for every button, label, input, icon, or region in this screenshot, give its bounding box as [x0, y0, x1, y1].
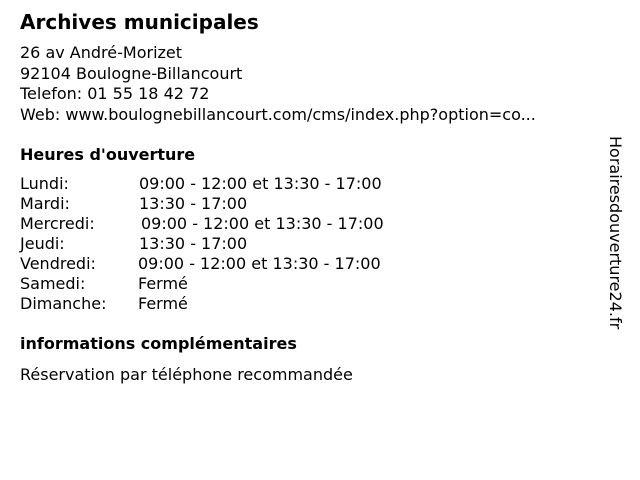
hours-day: Samedi:	[20, 274, 86, 293]
hours-day: Jeudi:	[20, 234, 65, 253]
hours-day: Mercredi:	[20, 214, 95, 233]
hours-day: Vendredi:	[20, 254, 96, 273]
hours-time: 13:30 - 17:00	[139, 194, 248, 213]
hours-time: Fermé	[138, 294, 188, 313]
hours-heading: Heures d'ouverture	[20, 145, 196, 164]
hours-day: Mardi:	[20, 194, 70, 213]
hours-time: 09:00 - 12:00 et 13:30 - 17:00	[141, 214, 384, 233]
hours-time: 09:00 - 12:00 et 13:30 - 17:00	[138, 254, 381, 273]
hours-time: Fermé	[138, 274, 188, 293]
phone-number: Telefon: 01 55 18 42 72	[20, 84, 210, 103]
hours-time: 13:30 - 17:00	[139, 234, 248, 253]
hours-day: Lundi:	[20, 174, 69, 193]
site-watermark: Horairesdouverture24.fr	[606, 136, 625, 330]
info-text: Réservation par téléphone recommandée	[20, 365, 353, 384]
info-heading: informations complémentaires	[20, 334, 297, 353]
page-title: Archives municipales	[20, 10, 259, 34]
street-address: 26 av André-Morizet	[20, 43, 183, 62]
city-address: 92104 Boulogne-Billancourt	[20, 63, 243, 83]
hours-time: 09:00 - 12:00 et 13:30 - 17:00	[139, 174, 382, 193]
hours-day: Dimanche:	[20, 294, 107, 313]
website-link: Web: www.boulognebillancourt.com/cms/index.php?option=co...	[20, 104, 536, 124]
address-block	[20, 43, 536, 125]
